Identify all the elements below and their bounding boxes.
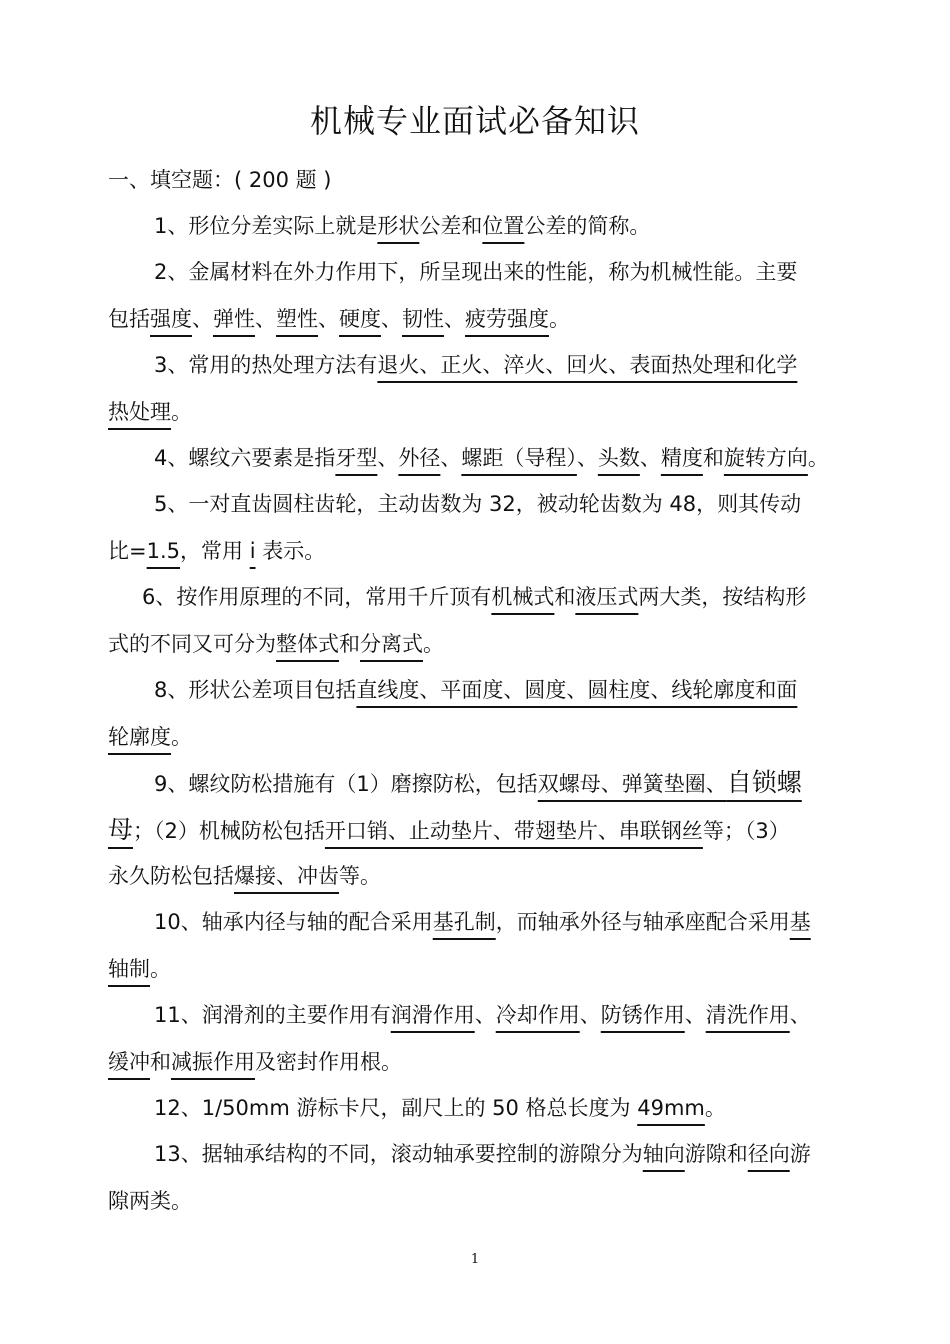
q12-text-a: 12、1/50mm 游标卡尺，副尺上的 50 格总长度为 (154, 1096, 638, 1120)
q11-sep: 、 (474, 1003, 496, 1027)
q11-sep: 、 (684, 1003, 706, 1027)
q9-text-d: 永久防松包括 (108, 864, 234, 888)
q2-end: 。 (549, 306, 570, 331)
q4-text-a: 4、螺纹六要素是指 (154, 446, 336, 470)
q13-answer-2: 径向 (747, 1142, 790, 1166)
q12-end: 。 (704, 1096, 726, 1120)
q3-answer-cont: 热处理 (108, 399, 171, 424)
q11-answer-6: 减振作用 (171, 1049, 255, 1074)
q13-line-2: 隙两类。 (108, 1188, 192, 1213)
q4-answer-2: 外径 (398, 446, 441, 470)
q5-text-a: 比= (108, 538, 147, 563)
q2-answer-1: 强度 (150, 306, 192, 331)
q6-answer-2: 液压式 (575, 585, 639, 609)
section-heading: 一、填空题：( 200 题 ) (108, 168, 332, 192)
question-4 (108, 435, 842, 482)
question-12 (108, 1085, 842, 1132)
q11-sep: 、 (789, 1003, 811, 1027)
q11-answer-3: 防锈作用 (600, 1003, 685, 1027)
q4-sep: 、 (440, 446, 462, 470)
q1-text-e: 公差的简称。 (524, 214, 651, 238)
q11-answer-4: 清洗作用 (705, 1003, 790, 1027)
q9-answer-2: 自锁螺 (726, 768, 802, 797)
q2-sep: 、 (381, 306, 402, 331)
q10-answer-2: 基 (789, 910, 811, 934)
q6-sep: 和 (339, 631, 360, 656)
q6-text-a: 6、按作用原理的不同，常用千斤顶有 (142, 585, 492, 609)
q13-answer-1: 轴向 (642, 1142, 685, 1166)
q9-end: 等。 (339, 864, 381, 888)
q4-sep: 、 (639, 446, 661, 470)
q4-answer-1: 牙型 (335, 446, 378, 470)
q1-text-c: 公差和 (419, 214, 483, 238)
question-13 (108, 1131, 842, 1224)
q9-answer-2-cont: 母 (108, 814, 134, 844)
q6-answer-4: 分离式 (360, 631, 423, 656)
q10-answer-2-cont: 轴制 (108, 956, 150, 981)
q4-sep: 、 (377, 446, 399, 470)
q6-answer-3: 整体式 (276, 631, 339, 656)
question-1 (108, 203, 842, 250)
q8-end: 。 (171, 724, 192, 749)
q2-line-1: 2、金属材料在外力作用下，所呈现出来的性能，称为机械性能。主要 (154, 260, 798, 284)
q4-answer-6: 旋转方向 (723, 446, 808, 470)
q5-text-e: 表示。 (255, 538, 326, 563)
q2-sep: 、 (192, 306, 213, 331)
q3-answer: 退火、正火、淬火、回火、表面热处理和化学 (377, 353, 798, 377)
question-3 (108, 342, 842, 435)
q9-text-b: ；（2）机械防松包括 (133, 818, 325, 843)
question-10 (108, 899, 842, 992)
q9-answer-4: 爆接、冲齿 (234, 864, 339, 888)
q2-answer-4: 硬度 (339, 306, 381, 331)
q9-text-a: 9、螺纹防松措施有（1）磨擦防松，包括 (154, 772, 538, 796)
q1-answer-1: 形状 (377, 214, 420, 238)
q5-text-c: ，常用 (180, 538, 250, 563)
q5-answer-1: 1.5 (146, 538, 181, 563)
q9-answer-3: 开口销、止动垫片、带翅垫片、串联钢丝 (324, 818, 703, 843)
q8-answer: 直线度、平面度、圆度、圆柱度、线轮廓度和面 (356, 678, 798, 702)
q4-answer-4: 头数 (597, 446, 640, 470)
q4-answer-5: 精度 (660, 446, 703, 470)
q6-text-e: 两大类，按结构形 (638, 585, 807, 609)
page-number: 1 (470, 1252, 480, 1267)
q2-text-a: 包括 (108, 306, 150, 331)
question-9 (108, 760, 842, 900)
q1-answer-2: 位置 (482, 214, 525, 238)
q1-text-a: 1、形位分差实际上就是 (154, 214, 378, 238)
q10-answer-1: 基孔制 (432, 910, 496, 934)
q4-sep: 和 (702, 446, 724, 470)
q8-text-a: 8、形状公差项目包括 (154, 678, 357, 702)
q3-text-a: 3、常用的热处理方法有 (154, 353, 378, 377)
q3-end: 。 (171, 399, 192, 424)
q13-text-e: 游 (789, 1142, 811, 1166)
page-title: 机械专业面试必备知识 (309, 102, 640, 140)
question-2 (108, 249, 842, 342)
q13-text-c: 游隙和 (684, 1142, 748, 1166)
question-5 (108, 481, 842, 574)
q6-end: 。 (423, 631, 444, 656)
q5-line-1: 5、一对直齿圆柱齿轮，主动齿数为 32，被动轮齿数为 48，则其传动 (154, 492, 802, 516)
q11-answer-1: 润滑作用 (390, 1003, 475, 1027)
q2-sep: 、 (318, 306, 339, 331)
q2-answer-2: 弹性 (213, 306, 255, 331)
q4-answer-3: 螺距（导程） (461, 446, 577, 470)
q10-end: 。 (150, 956, 171, 981)
q11-sep: 和 (150, 1049, 171, 1074)
q5-answer-2: i (249, 538, 256, 563)
q9-answer-1: 双螺母、弹簧垫圈、 (537, 772, 727, 796)
q2-answer-5: 韧性 (402, 306, 444, 331)
q10-text-c: ，而轴承外径与轴承座配合采用 (495, 910, 790, 934)
q4-sep: 、 (576, 446, 598, 470)
q10-text-a: 10、轴承内径与轴的配合采用 (154, 910, 433, 934)
q2-answer-6: 疲劳强度 (465, 306, 549, 331)
q11-answer-5: 缓冲 (108, 1049, 150, 1074)
q9-text-c: 等；（3） (702, 818, 790, 843)
q12-answer: 49mm (637, 1096, 705, 1120)
q2-answer-3: 塑性 (276, 306, 318, 331)
q11-end: 及密封作用根。 (255, 1049, 402, 1074)
question-8 (108, 667, 842, 760)
q11-sep: 、 (579, 1003, 601, 1027)
q8-answer-cont: 轮廓度 (108, 724, 171, 749)
question-11 (108, 992, 842, 1085)
q6-text-f: 式的不同又可分为 (108, 631, 276, 656)
q6-sep: 和 (554, 585, 576, 609)
q4-end: 。 (807, 446, 829, 470)
q2-sep: 、 (444, 306, 465, 331)
question-6 (108, 574, 842, 667)
q6-answer-1: 机械式 (491, 585, 555, 609)
q13-text-a: 13、据轴承结构的不同，滚动轴承要控制的游隙分为 (154, 1142, 643, 1166)
q11-answer-2: 冷却作用 (495, 1003, 580, 1027)
q11-text-a: 11、润滑剂的主要作用有 (154, 1003, 391, 1027)
q2-sep: 、 (255, 306, 276, 331)
